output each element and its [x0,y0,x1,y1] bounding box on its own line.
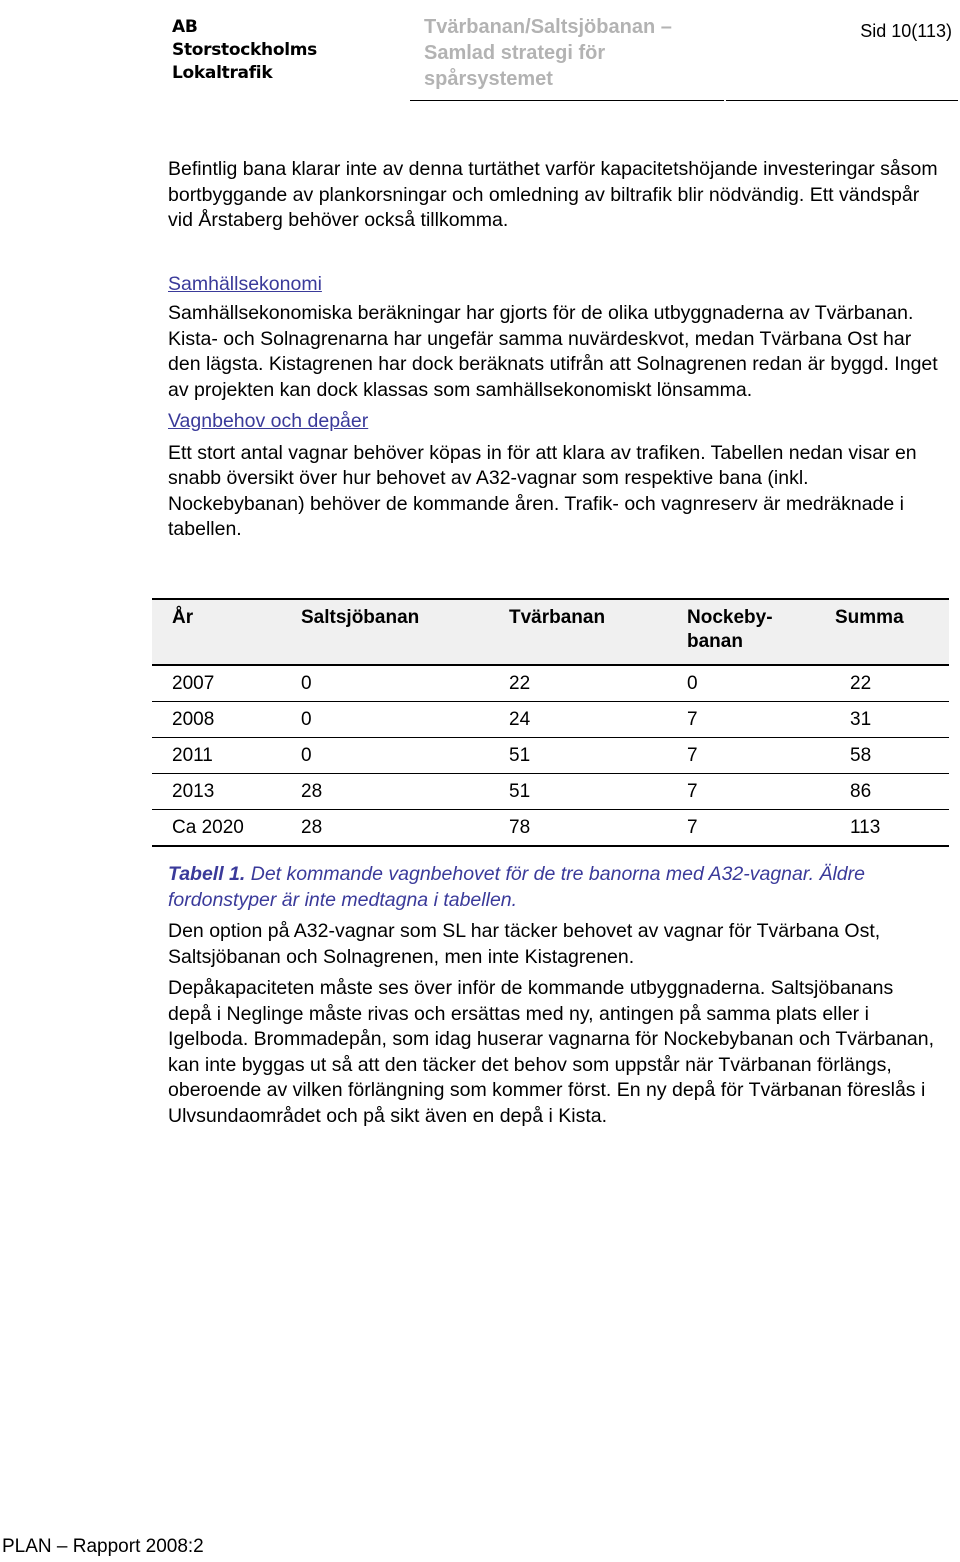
paragraph: Den option på A32-vagnar som SL har täcker behovet av vagnar för Tvärbana Ost, Saltsjöbanan och Solnagrenen, men inte Kistagrenen. [168,920,881,968]
table-cell: 0 [281,665,489,702]
table-row [152,665,949,702]
title-line: Tvärbanan/Saltsjöbanan – [424,16,672,38]
table-cell: 2007 [152,665,281,702]
table-cell: Ca 2020 [152,810,281,847]
organization-name [172,16,317,85]
table-cell: 22 [489,665,667,702]
table-row [152,702,949,738]
document-title [424,14,672,92]
caption-label: Tabell 1. [168,863,246,885]
table-cell: 28 [281,774,489,810]
table-row [152,738,949,774]
column-header-summa: Summa [830,599,949,665]
table-cell: 0 [667,665,830,702]
header-divider [410,100,724,101]
table-cell: 51 [489,774,667,810]
table-cell: 113 [830,810,949,847]
title-line: Samlad strategi för [424,42,606,64]
table-cell: 22 [830,665,949,702]
paragraph: Befintlig bana klarar inte av denna turtäthet varför kapacitetshöjande investeringar såsom bortbyggande av plankorsningar och omledning av biltrafik blir nödvändig. Ett vändspår vid Årstaberg behöver också tillkomma. [168,158,938,231]
table-caption [168,862,938,913]
org-line: Storstockholms [172,40,317,60]
table-cell: 2011 [152,738,281,774]
table-cell: 51 [489,738,667,774]
org-line: AB [172,17,198,37]
caption-text: Det kommande vagnbehovet för de tre banorna med A32-vagnar. Äldre fordonstyper är inte medtagna i tabellen. [168,863,865,911]
table-row [152,774,949,810]
paragraph: Depåkapaciteten måste ses över inför de kommande utbyggnaderna. Saltsjöbanans depå i Neglinge måste rivas och ersättas med ny, antingen på samma plats eller i Igelboda. Brommadepån, som idag huserar vagnarna för Nockebybanan och Tvärbanan, kan inte byggas ut så att den täcker det behov som uppstår när Tvärbanan förlängs, oberoende av vilken förlängning som kommer först. En ny depå för Tvärbanan föreslås i Ulvsundaområdet och på sikt även en depå i Kista. [168,977,935,1127]
table-cell: 31 [830,702,949,738]
table-cell: 7 [667,774,830,810]
table-cell: 2013 [152,774,281,810]
table-cell: 7 [667,810,830,847]
paragraph: Ett stort antal vagnar behöver köpas in för att klara av trafiken. Tabellen nedan visar en snabb översikt över hur behovet av A32-vagnar som respektive bana (inkl. Nockebybanan) behöver de kommande åren. Trafik- och vagnreserv är medräknade i tabellen. [168,441,917,540]
paragraph: Samhällsekonomiska beräkningar har gjorts för de olika utbyggnaderna av Tvärbanan. Kista- och Solnagrenarna har ungefär samma nuvärdeskvot, medan Tvärbana Ost har den lägsta. Kistagrenen har dock beräknats utifrån att Solnagrenen redan är byggd. Inget av projekten kan dock klassas som samhällsekonomiskt lönsamma. [168,302,938,401]
table-cell: 28 [281,810,489,847]
table-cell: 58 [830,738,949,774]
title-line: spårsystemet [424,68,553,90]
header-divider [726,100,958,101]
table-cell: 2008 [152,702,281,738]
table-cell: 7 [667,738,830,774]
table-row [152,810,949,847]
column-header-tvarbanan: Tvärbanan [489,599,667,665]
table-header-row [152,599,949,665]
org-line: Lokaltrafik [172,63,273,83]
page-footer: PLAN – Rapport 2008:2 [2,1536,204,1557]
table-cell: 0 [281,702,489,738]
table-cell: 24 [489,702,667,738]
page-number: Sid 10(113) [860,21,952,41]
column-header-year: År [152,599,281,665]
closing-content [168,919,938,1129]
table-cell: 78 [489,810,667,847]
column-header-nockebybanan: Nockeby- banan [667,599,830,665]
column-header-saltsjobanan: Saltsjöbanan [281,599,489,665]
table-cell: 86 [830,774,949,810]
table-cell: 7 [667,702,830,738]
vehicle-demand-table [152,598,949,847]
section-heading-vagnbehov: Vagnbehov och depåer [168,410,369,432]
section-heading-samhallsekonomi: Samhällsekonomi [168,272,322,295]
main-content [168,157,938,543]
table-cell: 0 [281,738,489,774]
